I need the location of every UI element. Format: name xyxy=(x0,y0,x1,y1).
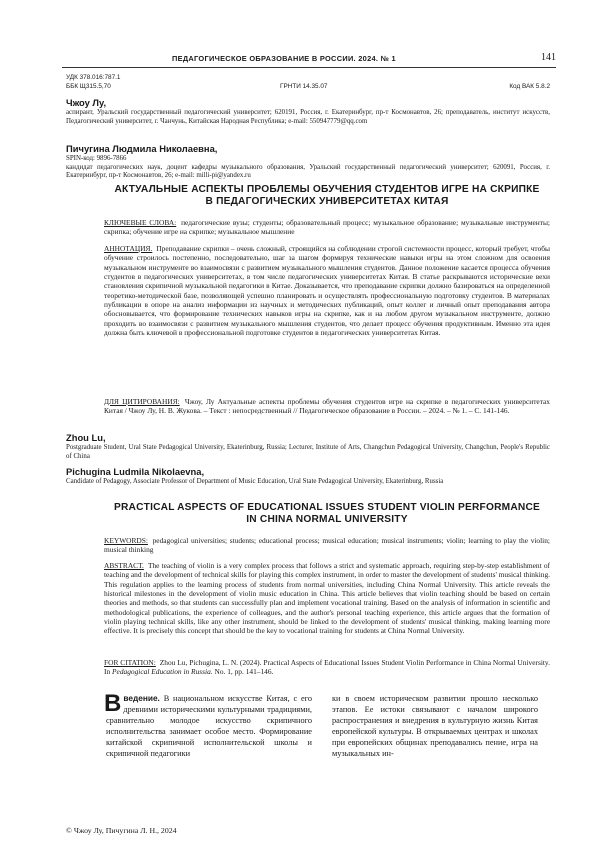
en-keywords-text: pedagogical universities; students; educational process; musical education; musical instruments; violin; learning to play the violin; musical thinking xyxy=(104,536,550,555)
intro-lead-word: ведение. xyxy=(123,693,160,703)
en-author-1-name: Zhou Lu, xyxy=(66,432,106,443)
en-citation-journal: Pedagogical Education in Russia. xyxy=(112,667,213,677)
header-rule xyxy=(62,67,556,68)
ru-author-2-spin: SPIN-код: 9896-7866 xyxy=(66,155,127,162)
en-citation-label: FOR CITATION: xyxy=(104,658,156,667)
en-author-2-name: Pichugina Ludmila Nikolaevna, xyxy=(66,466,205,477)
ru-article-title: АКТУАЛЬНЫЕ АСПЕКТЫ ПРОБЛЕМЫ ОБУЧЕНИЯ СТУДЕНТОВ ИГРЕ НА СКРИПКЕ В ПЕДАГОГИЧЕСКИХ УНИВЕРСИТЕТАХ КИТАЯ xyxy=(114,184,540,207)
introduction xyxy=(104,690,544,823)
drop-cap: В xyxy=(104,690,122,717)
vak-code: Код ВАК 5.8.2 xyxy=(509,82,550,90)
ru-author-1 xyxy=(66,97,550,126)
en-abstract-label: ABSTRACT. xyxy=(104,561,144,570)
ru-author-2 xyxy=(66,143,550,181)
en-keywords xyxy=(104,536,550,555)
ru-citation-text: Чжоу, Лу Актуальные аспекты проблемы обучения студентов игре на скрипке в педагогических университетах Китая / Чжоу Лу, Н. В. Жукова. – Текст : непосредственный // Педагогическое образование в России. – 2024. – № 1. – С. 141-146. xyxy=(104,397,550,416)
udk-code: УДК 378.016:787.1 xyxy=(66,74,121,81)
en-article-title: PRACTICAL ASPECTS OF EDUCATIONAL ISSUES STUDENT VIOLIN PERFORMANCE IN CHINA NORMAL UNIVERSITY xyxy=(113,502,540,525)
ru-abstract-text: Преподавание скрипки – очень сложный, строящийся на соблюдении строгой системности процесс, который требует, чтобы обучение строилось постепенно, последовательно, шаг за шагом формируя технические навыки игры на этом сложном для освоения музыкальном инструменте во взаимосвязи с развитием музыкального мышления студентов. Данное положение касается процесса обучения студентов в педагогических университетах, в том числе педагогических университетах Китая. В статье раскрываются исторические вехи становления скрипичной музыкальной педагогики в Китае. Доказывается, что преподавание скрипки должно базироваться на определенной теоретико-методической базе, позволяющей успешно планировать и осуществлять профессиональную подготовку студентов. В материалах публикации в опоре на анализ информации из научных и методических публикаций, опыт коллег и личный опыт преподавания автора обосновывается, что формирование технических навыков игры на скрипке, как и на любом другом музыкальном инструменте, должно проходить во взаимосвязи с развитием музыкального мышления студентов, что делает процесс обучения продуктивным. Именно эта идея должна быть ключевой в профессиональной подготовке студентов в педагогических университетах Китая. xyxy=(104,244,550,338)
intro-left-text: В национальном искусстве Китая, с его древними историческими культурными традициями, сравнительно молодое искусство скрипичного исполнительства занимает особое место. Формирование китайской скрипичной исполнительской школы и скрипичной педагогики xyxy=(106,694,312,759)
ru-author-1-affiliation: аспирант, Уральский государственный педагогический университет; 620191, Россия, г. Екатеринбург, пр-т Космонавтов, 26; преподаватель, институт искусств, Педагогический университет, г. Чанчунь, Китайская Народная Республика; e-mail: 550947779@qq.com xyxy=(66,109,550,125)
en-citation-tail: No. 1, pp. 141–146. xyxy=(214,667,274,677)
journal-title: ПЕДАГОГИЧЕСКОЕ ОБРАЗОВАНИЕ В РОССИИ. 2024. № 1 xyxy=(172,54,396,63)
intro-column-left xyxy=(104,690,312,760)
en-abstract xyxy=(104,561,550,636)
grnti-code: ГРНТИ 14.35.07 xyxy=(280,82,328,90)
en-citation xyxy=(104,658,550,677)
page-number: 141 xyxy=(541,52,556,63)
copyright-notice: © Чжоу Лу, Пичугина Л. Н., 2024 xyxy=(66,826,177,835)
ru-abstract-label: АННОТАЦИЯ. xyxy=(104,244,153,253)
ru-keywords xyxy=(104,218,550,237)
bbk-code: ББК Щ315.5,70 xyxy=(66,82,111,90)
ru-author-2-affiliation: кандидат педагогических наук, доцент кафедры музыкального образования, Уральский государственный педагогический университет; 620091, Россия, г. Екатеринбург, пр-т Космонавтов, 26; e-mail: milli-pi@yandex.ru xyxy=(66,163,550,180)
ru-abstract xyxy=(104,244,550,337)
en-author-1 xyxy=(66,432,550,461)
ru-keywords-label: КЛЮЧЕВЫЕ СЛОВА: xyxy=(104,218,177,227)
intro-right-text: ки в своем историческом развитии прошло несколько этапов. Ее истоки связывают с началом широкого распространения и внедрения в культурную жизнь Китая европейской культуры. В открываемых центрах и школах при европейских общинах преподавались пение, игра на музыкальных ин- xyxy=(332,694,538,759)
en-author-1-affiliation: Postgraduate Student, Ural State Pedagogical University, Ekaterinburg, Russia; Lecturer, Institute of Arts, Changchun Pedagogical University, Changchun, People's Republic of China xyxy=(66,444,550,460)
ru-keywords-text: педагогические вузы; студенты; образовательный процесс; музыкальное образование; музыкальные инструменты; скрипка; обучение игре на скрипке; музыкальное мышление xyxy=(104,218,550,237)
en-author-2 xyxy=(66,466,550,487)
ru-citation xyxy=(104,397,550,416)
classification-codes xyxy=(66,74,550,91)
en-abstract-text: The teaching of violin is a very complex process that follows a strict and systematic approach, requiring step-by-step establishment of teaching and the development of technical skills for playing this complex instrument, in order to master the development of students' musical thinking. This regulation applies to the learning process of students from normal universities, including China Normal University. This article reveals the historical milestones in the development of violin music education in China. This article believes that violin teaching should be based on certain theories and methods, so that students can successfully plan and implement vocational training. Based on the analysis of information in scientific and methodological publications, the experience of colleagues, and the author's personal teaching experience, this article argues that the formation of violin playing technical skills, like any other instrument, should be linked to the development of students' musical thinking, making learning more effective. It is precisely this concept that should be the key to vocational training for students at China Normal University. xyxy=(104,561,550,636)
en-keywords-label: KEYWORDS: xyxy=(104,536,148,545)
ru-author-1-name: Чжоу Лу, xyxy=(66,97,107,108)
ru-author-2-name: Пичугина Людмила Николаевна, xyxy=(66,143,218,154)
en-author-2-affiliation: Candidate of Pedagogy, Associate Professor of Department of Music Education, Ural State Pedagogical University, Ekaterinburg, Russia xyxy=(66,478,444,485)
intro-column-right xyxy=(332,693,538,760)
ru-citation-label: ДЛЯ ЦИТИРОВАНИЯ: xyxy=(104,397,180,406)
en-citation-text: Zhou Lu, Pichugina, L. N. (2024). Practical Aspects of Educational Issues Student Violin Performance in China Normal University. In xyxy=(104,658,550,677)
